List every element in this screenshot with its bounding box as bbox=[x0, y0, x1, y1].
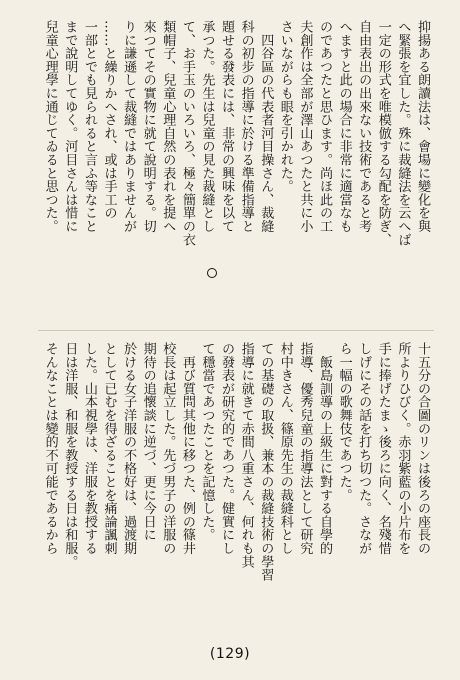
section-circle-mark bbox=[207, 268, 217, 278]
text-column: 抑揚ある朗讀法は、會場に變化を與 bbox=[415, 20, 430, 233]
page-number: (129) bbox=[209, 646, 251, 662]
text-column: まで說明してゆく。河目さんは惜に bbox=[62, 20, 78, 233]
text-column: 承つた。先生は兒童の見た裁縫とし bbox=[199, 20, 215, 233]
text-column: 所よりひびく。赤羽紫藍の小片布を bbox=[395, 342, 411, 555]
text-column: りに謙遜して裁縫ではありませんが bbox=[121, 20, 137, 233]
section-divider bbox=[38, 330, 434, 331]
text-column: 類帽子、兒童心理自然の表れを提へ bbox=[160, 20, 176, 233]
text-column: 來つてその實物に就て說明する。切 bbox=[140, 20, 156, 233]
text-column: 科の初步の指導に於ける準備指導と bbox=[238, 20, 254, 233]
text-column: 十五分の合圖のリンは後ろの座長の bbox=[415, 342, 430, 555]
text-column: て、お手玉のいろいろ、極々簡單の衣 bbox=[179, 20, 195, 247]
text-column: へますと此の場合に非常に適當なも bbox=[336, 20, 352, 233]
text-column: 日は洋服、和服を教授する日は和服。 bbox=[62, 342, 78, 569]
text-column: 再び質問其他に移つた、例の篠井 bbox=[179, 342, 195, 555]
text-column: した。山本視學は、洋服を教授する bbox=[81, 342, 97, 555]
text-column: 一部とでも見られると言ふ等なこと bbox=[81, 20, 97, 233]
text-column: 指導、優秀兒童の指導法として研究 bbox=[297, 342, 313, 555]
text-column: 於ける女子洋服の不格好は、過渡期 bbox=[121, 342, 137, 555]
text-column: 兒童心理學に通じてゐると思つた。 bbox=[42, 20, 58, 233]
text-column: ての基礎の取扱、兼本の裁縫技術の學習 bbox=[258, 342, 274, 582]
bottom-text-block bbox=[42, 342, 432, 630]
text-column: 夫創作は全部が澤山あつたと共に小 bbox=[297, 20, 313, 233]
text-column: 校長は起立した。先づ男子の洋服の bbox=[160, 342, 176, 555]
text-column: 四谷區の代表者河目操さん、裁縫 bbox=[258, 20, 274, 233]
text-column: 題せる發表には、非常の興味を以て bbox=[219, 20, 235, 233]
text-column: そんなことは變的不可能であるから bbox=[42, 342, 58, 555]
text-column: へ緊張を宜した。殊に裁縫法を云へば bbox=[395, 20, 411, 247]
text-column: ら一幅の歌舞伎であつた。 bbox=[336, 342, 352, 502]
text-column: て穩當であつたことを記憶した。 bbox=[199, 342, 215, 542]
text-column: 期待の追懷談に逆づ、更に今日に bbox=[140, 342, 156, 542]
text-column: 手に捧げたまゝ後ろに向く、名殘惜 bbox=[375, 342, 391, 555]
text-column: として已むを得ざることを痛論諷刺 bbox=[101, 342, 117, 555]
text-column: しげにその話を打ち切つた。さなが bbox=[356, 342, 372, 555]
text-column: の發表が研究的であつた。健實にし bbox=[219, 342, 235, 555]
text-column: ……と繰りかへされ、或は手工の bbox=[101, 20, 117, 220]
top-text-block bbox=[42, 20, 432, 318]
text-column: 自由表出の出來ない技術であると考 bbox=[356, 20, 372, 233]
text-column: 村中きさん、篠原先生の裁縫科とし bbox=[277, 342, 293, 555]
text-column: 一定の形式を唯模倣する勾配を防ぎ、 bbox=[375, 20, 391, 247]
text-column: 飯島訓導の上級生に對する自學的 bbox=[317, 342, 333, 555]
text-column: 指導に就きて赤間八重さん、何れも其 bbox=[238, 342, 254, 569]
text-column: さいながらも眼を引かれた。 bbox=[277, 20, 293, 193]
text-column: のであつたと思ひます。尚ほ此の工 bbox=[317, 20, 333, 233]
